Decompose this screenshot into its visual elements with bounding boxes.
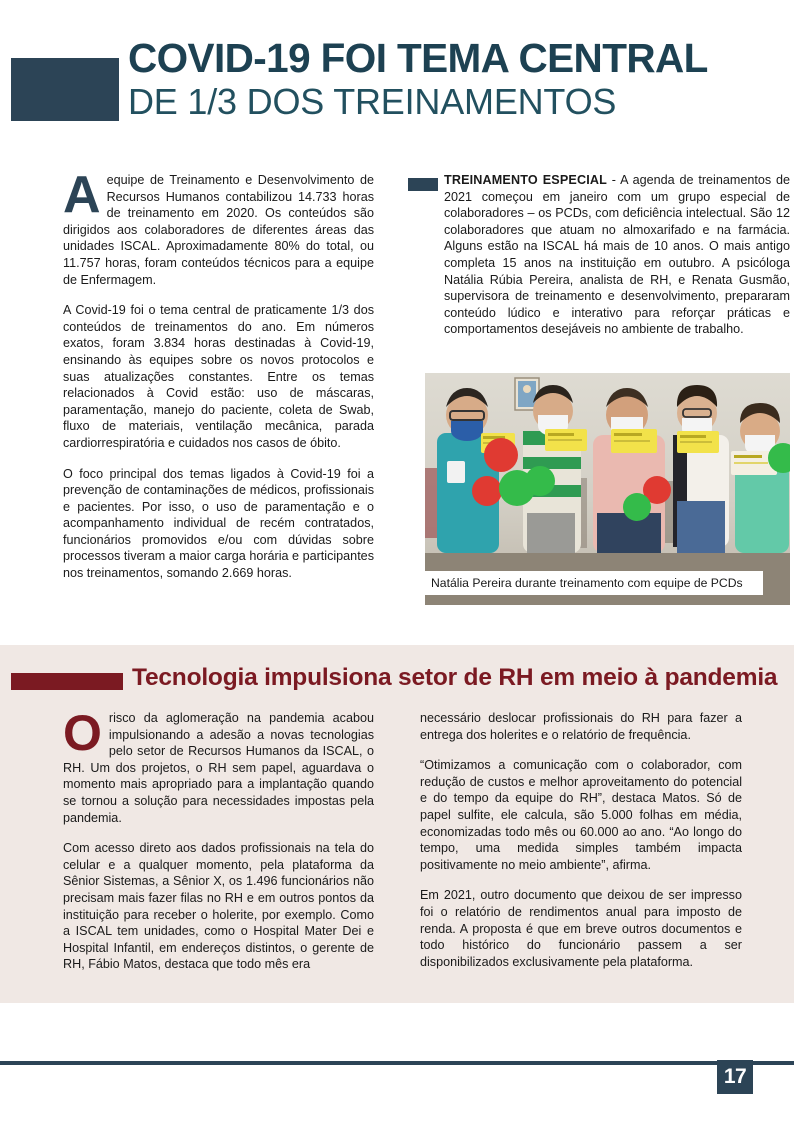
dropcap-letter: A — [63, 166, 101, 224]
balloon-green — [525, 466, 555, 496]
paragraph — [63, 705, 374, 826]
bottom-section-left-column — [63, 705, 374, 973]
paragraph: “Otimizamos a comunicação com o colaborador, com redução de custos e melhor aproveitamento do potencial e do tempo da equipe do RH”, destaca Matos. Só de papel sulfite, ele calcula, são 5.000 folhas em média, economizadas todo mês ou 60.000 ao ano. “Ao longo do tempo, uma medida simples também impacta positivamente no meio ambiente”, afirma. — [420, 758, 742, 872]
paragraph-text: risco da aglomeração na pandemia acabou impulsionando a adesão a novas tecnologias pelo setor de Recursos Humanos da ISCAL, o RH. Um dos projetos, o RH sem papel, aguardava o momento mais apropriado para a implantação quando se tornou a solução para necessidades impostas pela pandemia. — [63, 711, 374, 825]
section-title-bar-decoration — [11, 673, 123, 690]
bottom-section-right-column — [420, 710, 742, 970]
page-headline — [0, 36, 794, 146]
section-title: Tecnologia impulsiona setor de RH em meio à pandemia — [132, 664, 778, 691]
kicker-marker-icon — [408, 178, 438, 191]
paragraph: necessário deslocar profissionais do RH para fazer a entrega dos holerites e o relatório de frequência. — [420, 711, 742, 742]
paragraph-text: equipe de Treinamento e Desenvolvimento de Recursos Humanos contabilizou 14.733 horas de treinamento em 2020. Os conteúdos são dirigidos aos colaboradores de diferentes áreas das unidades ISCAL. Aproximadamente 80% do total, ou 11.757 horas, foram conteúdos técnicos para a equipe de Enfermagem. — [63, 173, 374, 287]
balloon-green — [623, 493, 651, 521]
photo-caption: Natália Pereira durante treinamento com equipe de PCDs — [425, 571, 763, 595]
paragraph — [63, 166, 374, 288]
paragraph: Com acesso direto aos dados profissionais na tela do celular e a qualquer momento, pela plataforma da Sênior Sistemas, a Sênior X, os 1.496 funcionários não precisam mais fazer filas no RH e em outros pontos da instituição para receber o holerite, por exemplo. Como a ISCAL tem unidades, como o Hospital Mater Dei e Hospital Infantil, em endereços distintos, o gerente de RH, Fábio Matos, destaca que todo mês era — [63, 841, 374, 972]
headline-line-secondary: DE 1/3 DOS TREINAMENTOS — [128, 81, 617, 123]
headline-square-decoration — [11, 58, 119, 121]
kicker-body-text: - A agenda de treinamentos de 2021 começou em janeiro com um grupo especial de colaboradores – os PCDs, com deficiência intelectual. São 12 colaboradores que atuam no almoxarifado e na farmácia. Alguns estão na ISCAL há mais de 10 anos. O mais antigo completa 15 anos na instituição em outubro. A psicóloga Natália Rúbia Pereira, analista de RH, e Renata Gusmão, supervisora de treinamento e desenvolvimento, prepararam conteúdo lúdico e interativo para reforçar práticas e comportamentos desejáveis no ambiente de trabalho. — [444, 173, 790, 337]
paragraph: A Covid-19 foi o tema central de praticamente 1/3 dos conteúdos de treinamentos do ano. Em números exatos, foram 3.834 horas destinadas à Covid-19, ensinando às equipes sobre os novos protocolos e suas atualizações constantes. Entre os temas relacionados à Covid estão: uso de máscaras, paramentação, manejo do paciente, coleta de Swab, fluxo de materiais, ventilação mecânica, parada cardiorrespiratória e cuidados nos casos de óbito. — [63, 303, 374, 450]
paragraph: Em 2021, outro documento que deixou de ser impresso foi o relatório de rendimentos anual para imposto de renda. A proposta é que em breve outros documentos e todo histórico do funcionário passem a ser disponibilizados exclusivamente pela plataforma. — [420, 888, 742, 969]
balloon-red — [472, 476, 502, 506]
top-article-right-column — [408, 172, 790, 338]
top-article-left-column — [63, 166, 374, 582]
balloon-red — [484, 438, 518, 472]
kicker-label: TREINAMENTO ESPECIAL — [444, 173, 607, 187]
footer-rule — [0, 1061, 794, 1065]
kicker-paragraph — [408, 172, 790, 338]
page-number-badge: 17 — [717, 1060, 753, 1094]
paragraph: O foco principal dos temas ligados à Covid-19 foi a prevenção de contaminações de médicos, profissionais e pacientes. Por isso, o uso de paramentação e o acompanhamento individual de recém contratados, funcionários promovidos e/ou com dúvidas sobre processos tiveram a maior carga horária e participantes nos treinamentos, somando 2.669 horas. — [63, 466, 374, 581]
dropcap-letter: O — [63, 705, 102, 761]
headline-text-group — [128, 36, 768, 124]
headline-line-primary: COVID-19 FOI TEMA CENTRAL — [128, 35, 708, 81]
